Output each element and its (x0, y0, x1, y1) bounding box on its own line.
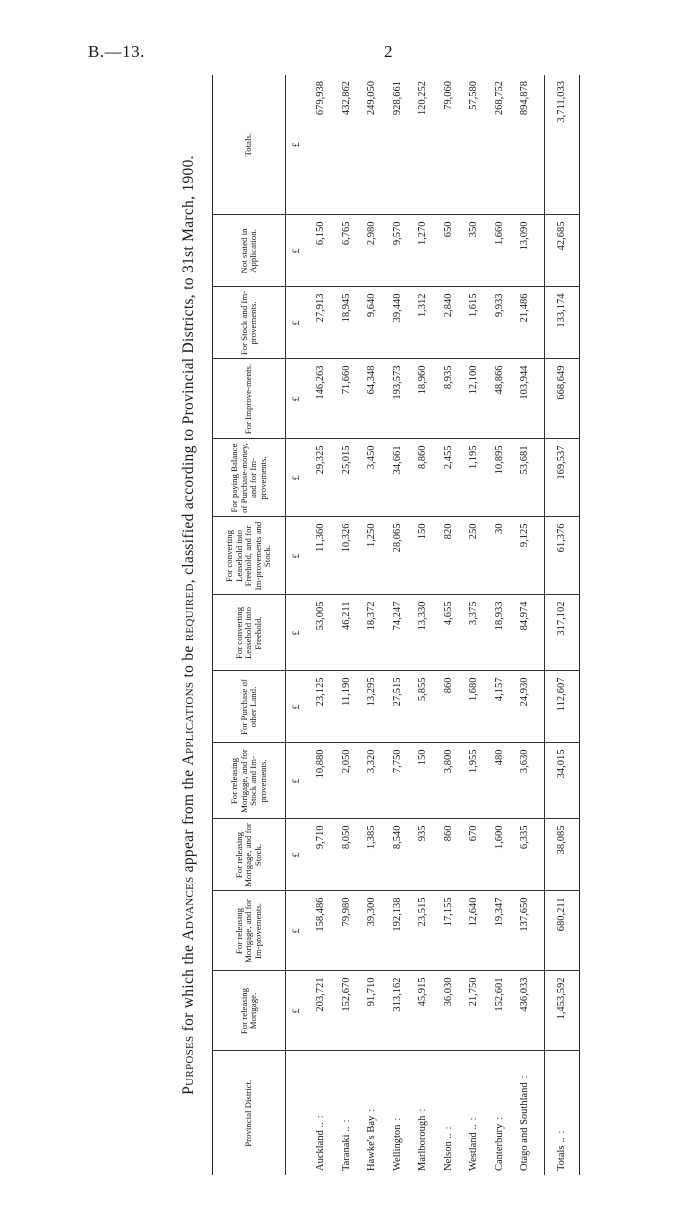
value-cell: 28,065 (385, 517, 411, 595)
district-cell (487, 1051, 513, 1175)
value-cell: 57,580 (461, 75, 487, 215)
value-cell: 39,300 (359, 891, 385, 971)
value-cell: 18,933 (487, 595, 513, 671)
units-row (286, 75, 309, 1175)
value-cell: 27,515 (385, 671, 411, 743)
unit-cell: £ (286, 517, 309, 595)
column-header: For Stock and Im-provements. (213, 287, 286, 359)
leader-dots: : (442, 1120, 454, 1130)
value-cell: 48,866 (487, 359, 513, 439)
district-name: Hawke's Bay (366, 1115, 378, 1171)
district-cell (359, 1051, 385, 1175)
value-cell: 84,974 (512, 595, 544, 671)
district-cell (436, 1051, 462, 1175)
district-name: Westland .. (468, 1124, 480, 1171)
value-cell: 860 (436, 819, 462, 891)
leader-dots: : (493, 1110, 505, 1120)
value-cell: 21,486 (512, 287, 544, 359)
title-required: required (180, 583, 197, 642)
value-cell: 103,944 (512, 359, 544, 439)
value-cell: 350 (461, 215, 487, 287)
value-cell: 112,607 (544, 671, 579, 743)
value-cell: 679,938 (308, 75, 334, 215)
leader-dots: : (417, 1102, 429, 1112)
title-purposes: Purposes (180, 1035, 197, 1095)
value-cell: 10,895 (487, 439, 513, 517)
value-cell: 2,455 (436, 439, 462, 517)
value-cell: 34,661 (385, 439, 411, 517)
value-cell: 8,050 (334, 819, 360, 891)
district-cell (410, 1051, 436, 1175)
district-name: Wellington (391, 1124, 403, 1171)
leader-dots: : (519, 1069, 531, 1079)
value-cell: 12,640 (461, 891, 487, 971)
district-cell (512, 1051, 544, 1175)
value-cell: 193,573 (385, 359, 411, 439)
value-cell: 10,326 (334, 517, 360, 595)
unit-cell: £ (286, 971, 309, 1051)
value-cell: 1,600 (487, 819, 513, 891)
table-header-row (213, 75, 286, 1175)
column-header: For converting Leasehold into Freehold, and for Im-provements and Stock. (213, 517, 286, 595)
value-cell: 820 (436, 517, 462, 595)
value-cell: 79,060 (436, 75, 462, 215)
district-cell (544, 1051, 579, 1175)
value-cell: 1,385 (359, 819, 385, 891)
leader-dots: : (366, 1102, 378, 1112)
value-cell: 53,005 (308, 595, 334, 671)
value-cell: 169,537 (544, 439, 579, 517)
units-cell-empty (286, 1051, 309, 1175)
value-cell: 192,138 (385, 891, 411, 971)
district-name: Nelson .. (442, 1133, 454, 1171)
value-cell: 436,033 (512, 971, 544, 1051)
column-header: Provincial District. (213, 1051, 286, 1175)
column-header: For Purchase of other Land. (213, 671, 286, 743)
leader-dots: : (468, 1111, 480, 1121)
value-cell: 11,360 (308, 517, 334, 595)
value-cell: 4,655 (436, 595, 462, 671)
column-header: Not stated in Application. (213, 215, 286, 287)
value-cell: 4,157 (487, 671, 513, 743)
value-cell: 313,162 (385, 971, 411, 1051)
table-title (180, 75, 206, 1175)
value-cell: 6,765 (334, 215, 360, 287)
value-cell: 150 (410, 743, 436, 819)
document-reference: B.—13. (88, 42, 145, 61)
column-header: For converting Leasehold into Freehold. (213, 595, 286, 671)
value-cell: 2,840 (436, 287, 462, 359)
value-cell: 150 (410, 517, 436, 595)
district-name: Marlborough (417, 1115, 429, 1171)
value-cell: 3,450 (359, 439, 385, 517)
district-cell (308, 1051, 334, 1175)
value-cell: 1,680 (461, 671, 487, 743)
page-number: 2 (384, 42, 393, 61)
value-cell: 860 (436, 671, 462, 743)
column-header: For releasing Mortgage, and for Stock. (213, 819, 286, 891)
value-cell: 928,661 (385, 75, 411, 215)
title-part4: , classified according to Provincial Districts, to 31st March, 1900. (180, 155, 197, 584)
value-cell: 1,615 (461, 287, 487, 359)
value-cell: 64,348 (359, 359, 385, 439)
value-cell: 1,453,592 (544, 971, 579, 1051)
table-row (308, 75, 334, 1175)
unit-cell: £ (286, 743, 309, 819)
leader-dots: : (391, 1111, 403, 1121)
value-cell: 249,050 (359, 75, 385, 215)
table-row (359, 75, 385, 1175)
value-cell: 29,325 (308, 439, 334, 517)
value-cell: 152,670 (334, 971, 360, 1051)
value-cell: 1,955 (461, 743, 487, 819)
district-name: Otago and Southland (519, 1082, 531, 1171)
unit-cell: £ (286, 215, 309, 287)
value-cell: 27,913 (308, 287, 334, 359)
value-cell: 670 (461, 819, 487, 891)
value-cell: 74,247 (385, 595, 411, 671)
value-cell: 894,878 (512, 75, 544, 215)
unit-cell: £ (286, 819, 309, 891)
column-header: For Improve-ments. (213, 359, 286, 439)
page-header (0, 0, 700, 60)
table-row (410, 75, 436, 1175)
value-cell: 1,312 (410, 287, 436, 359)
unit-cell: £ (286, 439, 309, 517)
value-cell: 1,660 (487, 215, 513, 287)
value-cell: 25,015 (334, 439, 360, 517)
value-cell: 18,945 (334, 287, 360, 359)
district-name: Auckland .. (315, 1122, 327, 1171)
value-cell: 480 (487, 743, 513, 819)
value-cell: 8,935 (436, 359, 462, 439)
value-cell: 34,015 (544, 743, 579, 819)
value-cell: 30 (487, 517, 513, 595)
district-name: Totals .. (556, 1137, 567, 1171)
district-cell (334, 1051, 360, 1175)
value-cell: 3,630 (512, 743, 544, 819)
value-cell: 38,085 (544, 819, 579, 891)
value-cell: 19,347 (487, 891, 513, 971)
title-part3: to be (180, 641, 197, 682)
value-cell: 3,800 (436, 743, 462, 819)
title-part2: appear from the (180, 765, 197, 877)
district-name: Taranaki .. (340, 1126, 352, 1171)
value-cell: 680,211 (544, 891, 579, 971)
title-applications: Applications (180, 681, 197, 766)
value-cell: 8,860 (410, 439, 436, 517)
value-cell: 146,263 (308, 359, 334, 439)
value-cell: 203,721 (308, 971, 334, 1051)
leader-dots: : (315, 1109, 327, 1119)
value-cell: 13,330 (410, 595, 436, 671)
value-cell: 11,190 (334, 671, 360, 743)
title-part1: for which the (180, 940, 197, 1036)
value-cell: 46,211 (334, 595, 360, 671)
value-cell: 10,880 (308, 743, 334, 819)
value-cell: 45,915 (410, 971, 436, 1051)
column-header: Totals. (213, 75, 286, 215)
value-cell: 3,711,033 (544, 75, 579, 215)
value-cell: 3,320 (359, 743, 385, 819)
value-cell: 23,515 (410, 891, 436, 971)
column-header: For paying Balance of Purchase-money, and for Im-provements. (213, 439, 286, 517)
district-cell (461, 1051, 487, 1175)
unit-cell: £ (286, 75, 309, 215)
table-row (461, 75, 487, 1175)
value-cell: 9,710 (308, 819, 334, 891)
value-cell: 1,250 (359, 517, 385, 595)
value-cell: 9,125 (512, 517, 544, 595)
table-frame (212, 75, 580, 1175)
rotated-table-block (176, 75, 576, 1175)
value-cell: 133,174 (544, 287, 579, 359)
advances-table (213, 75, 579, 1175)
value-cell: 668,649 (544, 359, 579, 439)
value-cell: 12,100 (461, 359, 487, 439)
value-cell: 23,125 (308, 671, 334, 743)
value-cell: 24,930 (512, 671, 544, 743)
district-cell (385, 1051, 411, 1175)
table-body (286, 75, 579, 1175)
unit-cell: £ (286, 891, 309, 971)
value-cell: 432,862 (334, 75, 360, 215)
value-cell: 13,090 (512, 215, 544, 287)
value-cell: 7,750 (385, 743, 411, 819)
value-cell: 17,155 (436, 891, 462, 971)
value-cell: 2,050 (334, 743, 360, 819)
value-cell: 9,570 (385, 215, 411, 287)
unit-cell: £ (286, 287, 309, 359)
leader-dots: : (340, 1113, 352, 1123)
value-cell: 3,375 (461, 595, 487, 671)
value-cell: 5,855 (410, 671, 436, 743)
value-cell: 6,335 (512, 819, 544, 891)
value-cell: 13,295 (359, 671, 385, 743)
table-row (334, 75, 360, 1175)
value-cell: 71,660 (334, 359, 360, 439)
value-cell: 53,681 (512, 439, 544, 517)
value-cell: 317,102 (544, 595, 579, 671)
value-cell: 18,960 (410, 359, 436, 439)
value-cell: 21,750 (461, 971, 487, 1051)
unit-cell: £ (286, 595, 309, 671)
unit-cell: £ (286, 671, 309, 743)
title-advances: Advances (180, 876, 197, 941)
value-cell: 79,980 (334, 891, 360, 971)
value-cell: 61,376 (544, 517, 579, 595)
value-cell: 8,540 (385, 819, 411, 891)
value-cell: 250 (461, 517, 487, 595)
unit-cell: £ (286, 359, 309, 439)
column-header: For releasing Mortgage, and for Stock and Im-provements. (213, 743, 286, 819)
table-row (512, 75, 544, 1175)
value-cell: 1,270 (410, 215, 436, 287)
column-header: For releasing Mortgage, and for Im-provements. (213, 891, 286, 971)
value-cell: 650 (436, 215, 462, 287)
value-cell: 268,752 (487, 75, 513, 215)
value-cell: 18,372 (359, 595, 385, 671)
value-cell: 935 (410, 819, 436, 891)
leader-dots: : (556, 1124, 567, 1134)
value-cell: 1,195 (461, 439, 487, 517)
value-cell: 152,601 (487, 971, 513, 1051)
column-header: For releasing Mortgage. (213, 971, 286, 1051)
value-cell: 120,252 (410, 75, 436, 215)
value-cell: 2,980 (359, 215, 385, 287)
value-cell: 9,933 (487, 287, 513, 359)
table-row (436, 75, 462, 1175)
value-cell: 158,486 (308, 891, 334, 971)
value-cell: 39,440 (385, 287, 411, 359)
value-cell: 9,640 (359, 287, 385, 359)
value-cell: 91,710 (359, 971, 385, 1051)
table-row (385, 75, 411, 1175)
table-row (487, 75, 513, 1175)
value-cell: 42,685 (544, 215, 579, 287)
value-cell: 36,030 (436, 971, 462, 1051)
value-cell: 137,650 (512, 891, 544, 971)
district-name: Canterbury (493, 1123, 505, 1171)
table-row (544, 75, 579, 1175)
value-cell: 6,150 (308, 215, 334, 287)
